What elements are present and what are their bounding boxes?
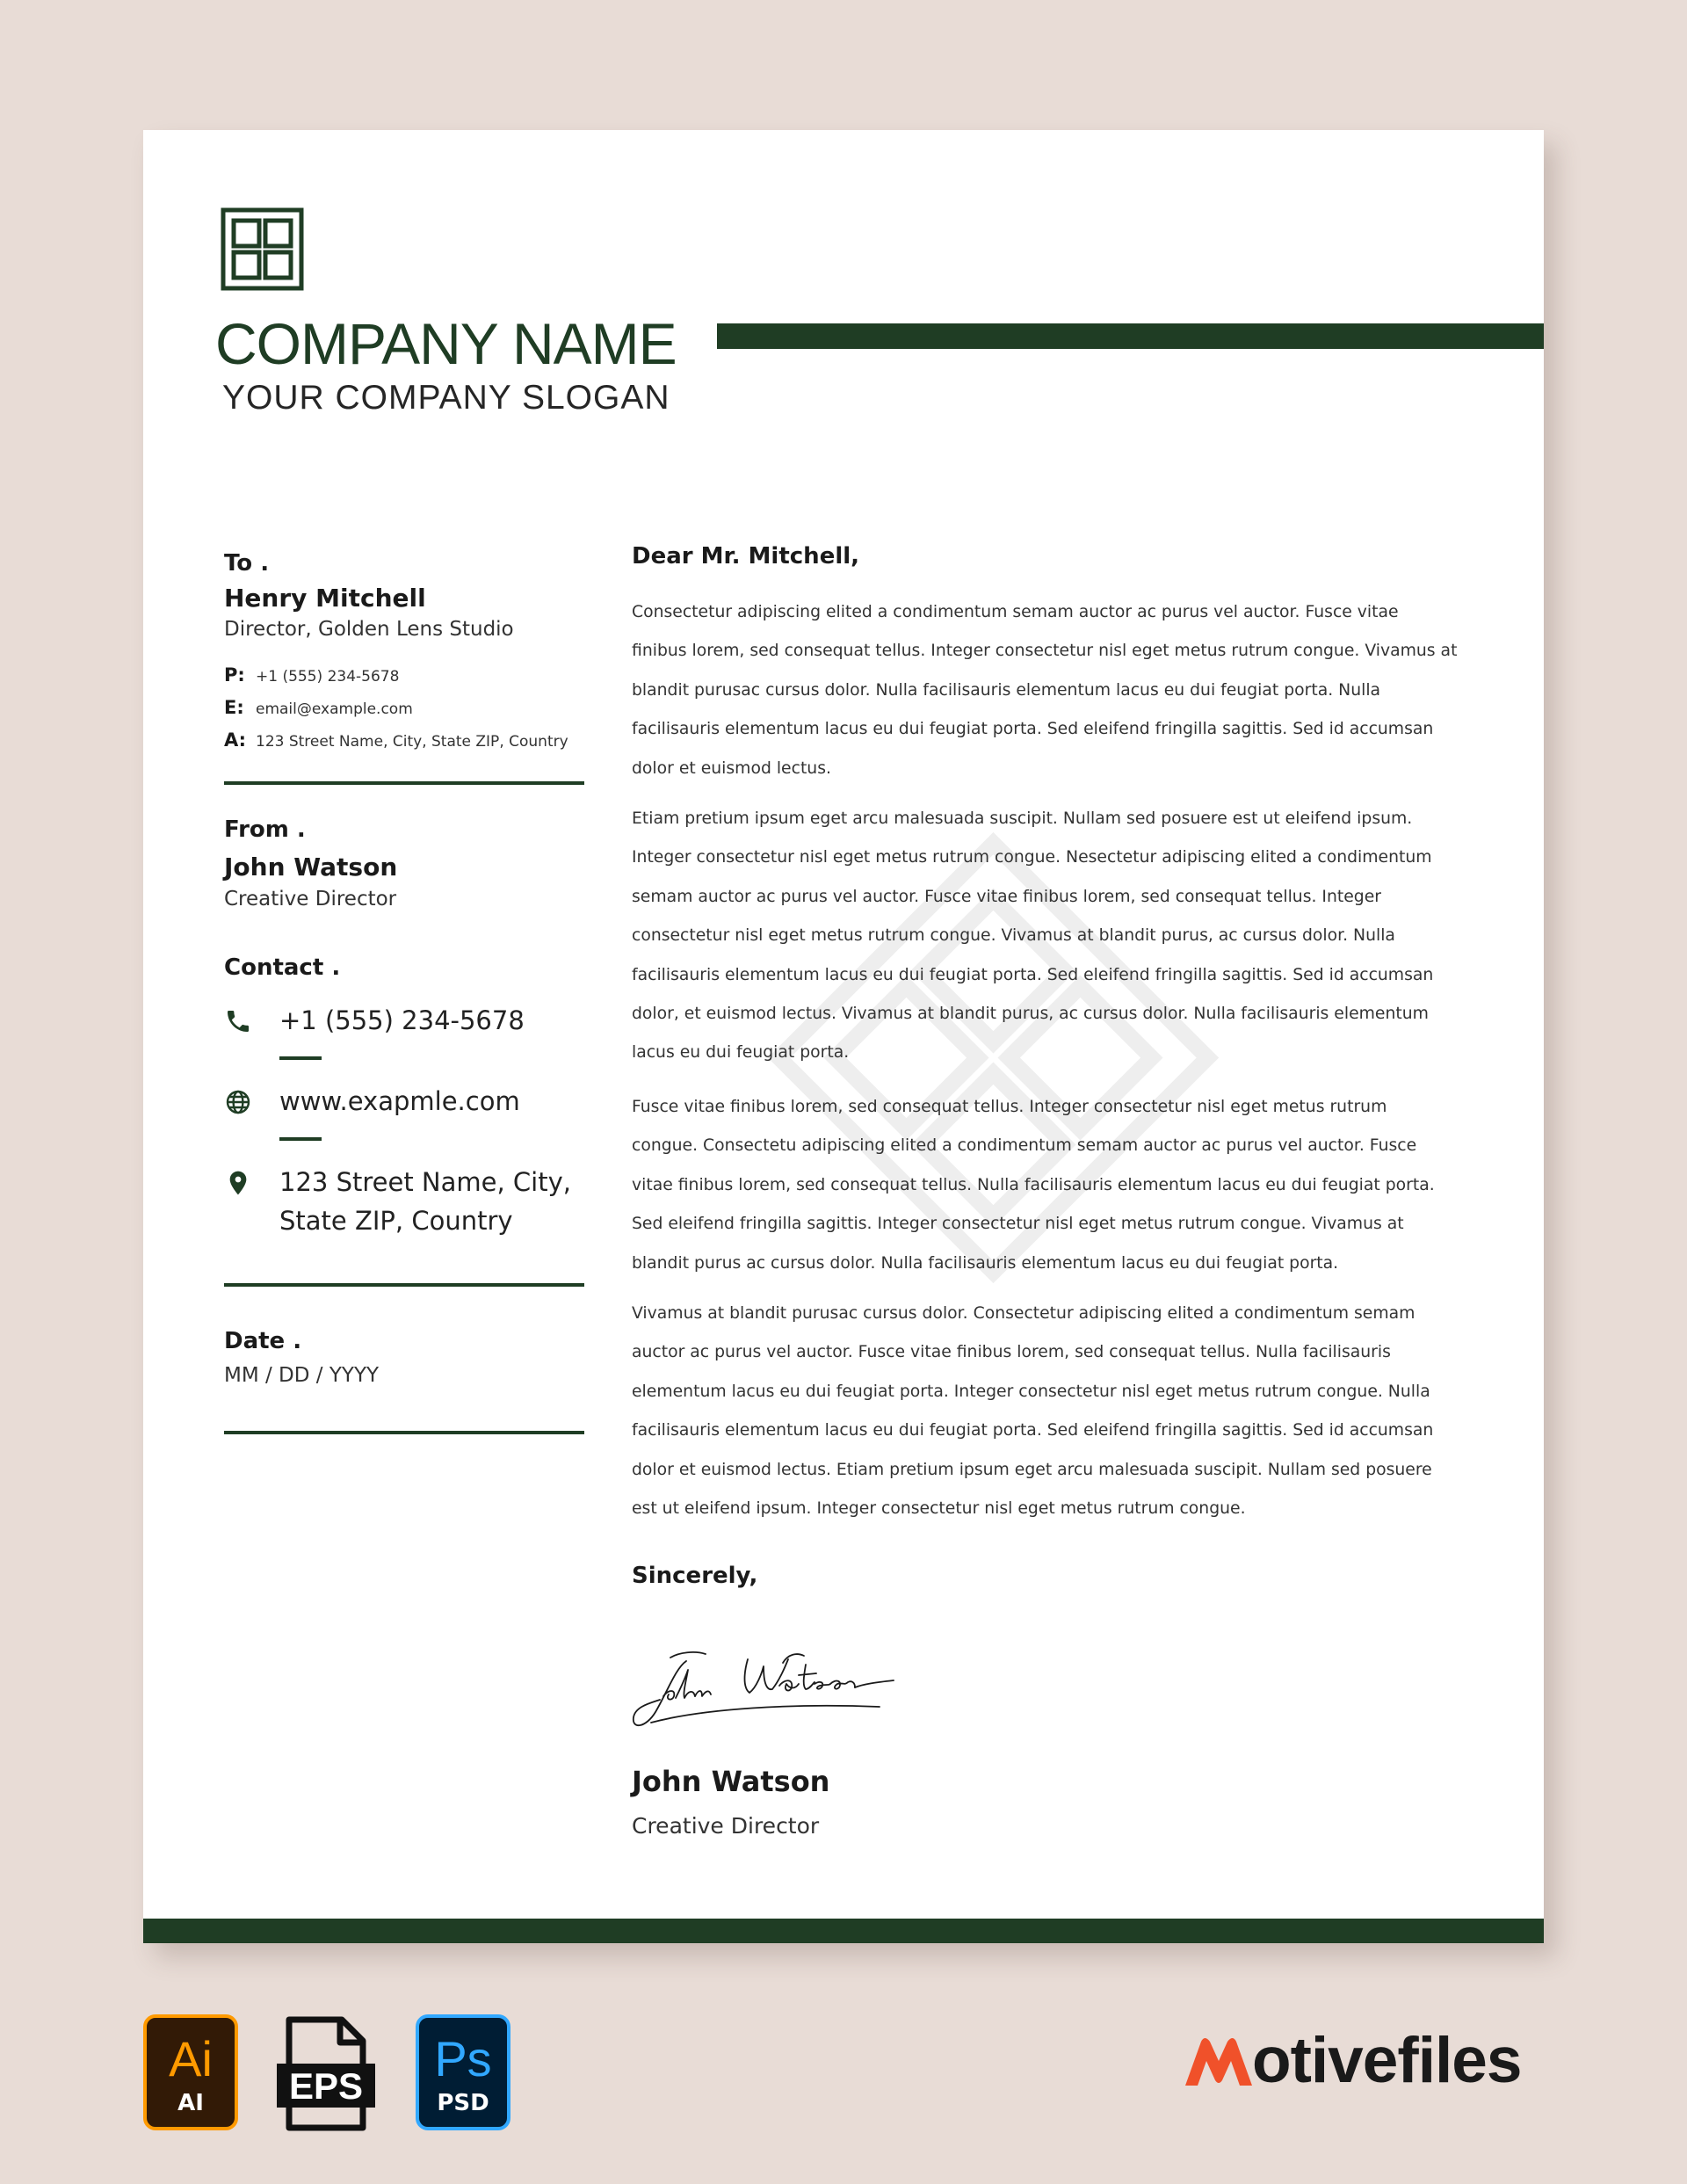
company-logo-icon bbox=[221, 207, 304, 291]
phone-label: P: bbox=[224, 664, 245, 686]
psd-format-label: PSD bbox=[437, 2090, 489, 2116]
contact-dash bbox=[279, 1056, 322, 1060]
footer-accent-bar bbox=[143, 1919, 1544, 1943]
eps-format-label: EPS bbox=[288, 2065, 364, 2107]
recipient-address-row bbox=[224, 729, 568, 752]
recipient-name: Henry Mitchell bbox=[224, 584, 426, 613]
divider bbox=[224, 1431, 584, 1434]
globe-icon bbox=[224, 1088, 252, 1116]
company-name: COMPANY NAME bbox=[215, 311, 677, 376]
date-value: MM / DD / YYYY bbox=[224, 1364, 380, 1387]
company-slogan: YOUR COMPANY SLOGAN bbox=[222, 379, 670, 417]
from-section-title: From . bbox=[224, 816, 306, 843]
contact-address-line2: State ZIP, Country bbox=[279, 1206, 513, 1236]
psd-format-mark: Ps bbox=[434, 2031, 492, 2086]
signature-role: Creative Director bbox=[632, 1813, 820, 1839]
to-section-title: To . bbox=[224, 550, 270, 577]
contact-address-line1: 123 Street Name, City, bbox=[279, 1167, 571, 1197]
contact-section-title: Contact . bbox=[224, 954, 341, 981]
paragraph: Fusce vitae finibus lorem, sed consequat tellus. Integer consectetur nisl eget metus rutrum congue. Consectetu adipiscing elited a condimentum semam auctor ac purus vel auctor. Fusce vitae finibus lorem, sed consequat tellus. Nulla facilisauris elementum lacus eu dui feugiat porta. Sed eleifend fringilla sagittis. Integer consectetur nisl eget metus rutrum congue. Vivamus at blandit purus ac cursus dolor. Nulla facilisauris elementum lacus eu dui feugiat porta. bbox=[632, 1098, 1435, 1273]
paragraph: Consectetur adipiscing elited a condimentum semam auctor ac purus vel auctor. Fusce vitae finibus lorem, sed consequat tellus. Integer consectetur nisl eget metus rutrum congue. Vivamus at blandit purusac cursus dolor. Nulla facilisauris elementum lacus eu dui feugiat porta. Nulla facilisauris elementum lacus eu dui feugiat porta. Sed eleifend fringilla sagittis. Sed id accumsan dolor et euismod lectus. bbox=[632, 603, 1458, 778]
divider bbox=[224, 781, 584, 785]
closing: Sincerely, bbox=[632, 1563, 758, 1589]
handwritten-signature bbox=[625, 1642, 906, 1738]
signature-name: John Watson bbox=[632, 1765, 830, 1798]
sender-name: John Watson bbox=[224, 853, 398, 882]
recipient-address: 123 Street Name, City, State ZIP, Country bbox=[256, 733, 568, 751]
contact-dash bbox=[279, 1137, 322, 1141]
psd-format-icon bbox=[416, 2014, 510, 2130]
contact-website: www.exapmle.com bbox=[279, 1086, 520, 1116]
ai-format-mark: Ai bbox=[169, 2031, 213, 2086]
date-section-title: Date . bbox=[224, 1328, 302, 1354]
location-pin-icon bbox=[224, 1169, 252, 1197]
recipient-email: email@example.com bbox=[256, 700, 413, 718]
recipient-phone: +1 (555) 234-5678 bbox=[256, 668, 400, 686]
address-label: A: bbox=[224, 729, 247, 751]
salutation: Dear Mr. Mitchell, bbox=[632, 543, 860, 570]
email-label: E: bbox=[224, 697, 244, 718]
contact-phone: +1 (555) 234-5678 bbox=[279, 1005, 525, 1035]
recipient-phone-row bbox=[224, 664, 399, 687]
ai-format-label: AI bbox=[177, 2090, 204, 2116]
motivefiles-wordmark: otivefiles bbox=[1252, 2025, 1522, 2096]
letterhead-page bbox=[143, 130, 1544, 1943]
header-accent-bar bbox=[717, 323, 1544, 349]
sender-role: Creative Director bbox=[224, 888, 397, 911]
paragraph: Etiam pretium ipsum eget arcu malesuada suscipit. Nullam sed posuere est ut eleifend ipsum. Integer consectetur nisl eget metus rutrum congue. Nesectetur adipiscing elited a condimentum semam auctor ac purus vel auctor. Fusce vitae finibus lorem, sed consequat tellus. Integer consectetur nisl eget metus rutrum congue. Vivamus at blandit purus, ac cursus dolor. Nulla facilisauris elementum lacus eu dui feugiat porta. Sed eleifend fringilla sagittis. Sed id accumsan dolor, et euismod lectus. Vivamus at blandit purus, ac cursus dolor. Nulla facilisauris elementum lacus eu dui feugiat porta. bbox=[632, 809, 1434, 1063]
divider bbox=[224, 1283, 584, 1287]
motivefiles-m-logo-icon bbox=[1182, 2035, 1256, 2089]
recipient-email-row bbox=[224, 697, 413, 720]
recipient-role: Director, Golden Lens Studio bbox=[224, 618, 514, 641]
eps-file-icon bbox=[277, 2014, 375, 2133]
phone-icon bbox=[224, 1007, 252, 1035]
ai-format-icon bbox=[143, 2014, 238, 2130]
paragraph: Vivamus at blandit purusac cursus dolor. Consectetur adipiscing elited a condimentum semam auctor ac purus vel auctor. Fusce vitae finibus lorem, sed consequat tellus. Nulla facilisauris elementum lacus eu dui feugiat porta. Integer consectetur nisl eget metus rutrum congue. Nulla facilisauris elementum lacus eu dui feugiat porta. Sed eleifend fringilla sagittis. Sed id accumsan dolor et euismod lectus. Etiam pretium ipsum eget arcu malesuada suscipit. Nullam sed posuere est ut eleifend ipsum. Integer consectetur nisl eget metus rutrum congue. bbox=[632, 1304, 1434, 1519]
